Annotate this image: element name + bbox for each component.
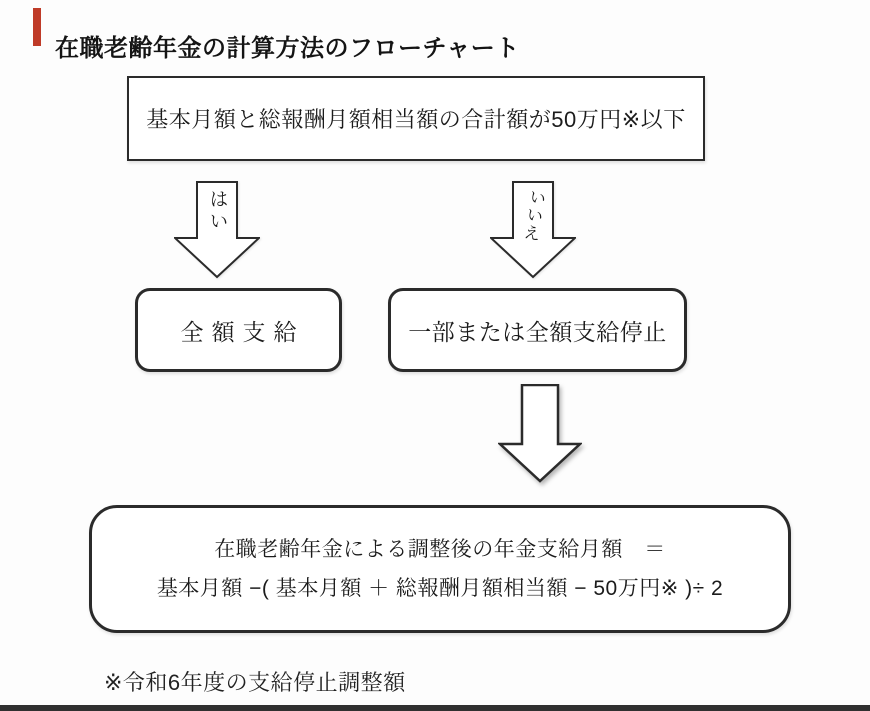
partial-stop-box bbox=[388, 288, 687, 372]
formula-line1: 在職老齢年金による調整後の年金支給月額 ＝ bbox=[214, 538, 666, 561]
condition-text: 基本月額と総報酬月額相当額の合計額が50万円※以下 bbox=[146, 107, 686, 132]
full-payment-text: 全額支給 bbox=[180, 318, 305, 345]
footnote: ※令和6年度の支給停止調整額 bbox=[104, 670, 406, 695]
yes-branch-arrow bbox=[174, 181, 260, 279]
formula-line2: 基本月額 −( 基本月額 ＋ 総報酬月額相当額 − 50万円※ )÷ 2 bbox=[156, 577, 724, 600]
page-title: 在職老齢年金の計算方法のフローチャート bbox=[55, 35, 520, 63]
no-branch-arrow bbox=[490, 181, 576, 279]
full-payment-box bbox=[135, 288, 342, 372]
no-arrow-label: いいえ bbox=[519, 186, 547, 244]
partial-stop-text: 一部または全額支給停止 bbox=[408, 318, 667, 345]
formula-box bbox=[89, 505, 791, 633]
bottom-edge-bar bbox=[0, 705, 870, 711]
title-accent-bar bbox=[33, 8, 41, 46]
yes-arrow-label: はい bbox=[206, 189, 228, 233]
down-arrow-large-icon bbox=[498, 384, 582, 484]
condition-box bbox=[127, 76, 705, 161]
to-formula-arrow bbox=[498, 384, 582, 484]
